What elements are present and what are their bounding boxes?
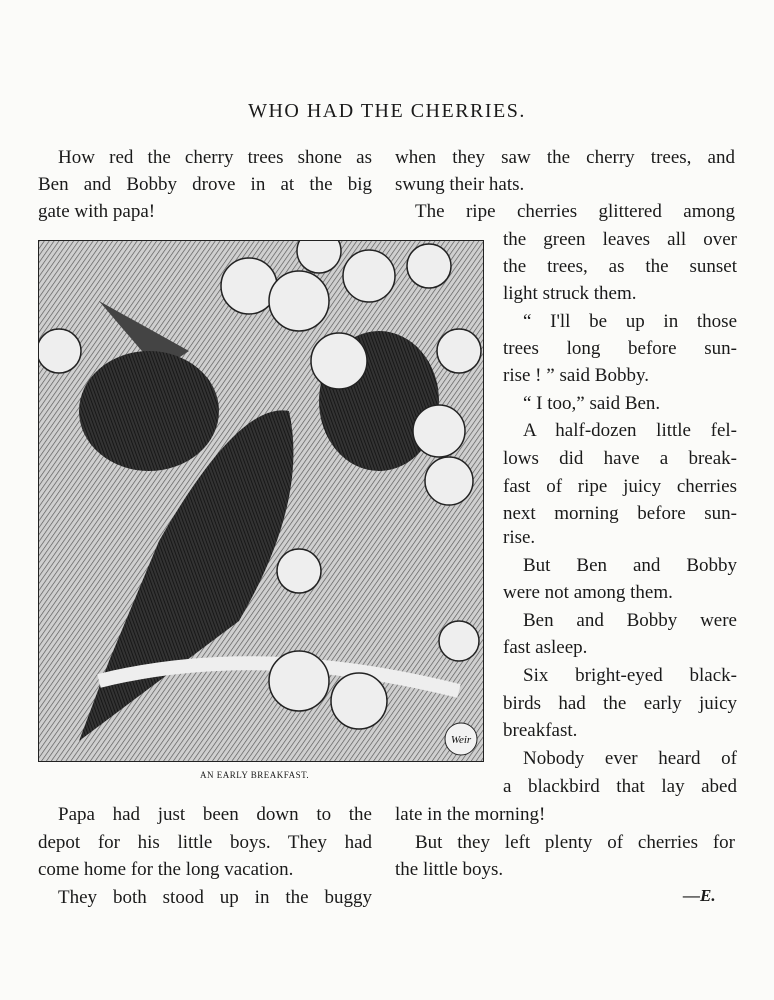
text-line: But Ben and Bobby — [523, 555, 737, 576]
text-line: Papa had just been down to the — [58, 804, 372, 825]
text-line: when they saw the cherry trees, and — [395, 147, 735, 168]
text-line: late in the morning! — [395, 804, 546, 825]
text-line: lows did have a break- — [503, 448, 737, 469]
text-line: the little boys. — [395, 859, 504, 880]
text-line: the trees, as the sunset — [503, 256, 737, 277]
text-line: Nobody ever heard of — [523, 748, 737, 769]
text-line: rise. — [503, 527, 536, 548]
text-line: “ I'll be up in those — [523, 311, 737, 332]
text-line: the green leaves all over — [503, 229, 737, 250]
text-line: How red the cherry trees shone as — [58, 147, 372, 168]
text-line: come home for the long vacation. — [38, 859, 294, 880]
blackbird-left — [79, 351, 219, 471]
illustration-blackbirds-cherries — [38, 240, 484, 762]
page-title: WHO HAD THE CHERRIES. — [248, 100, 526, 122]
text-line: a blackbird that lay abed — [503, 776, 737, 797]
illustration-caption: AN EARLY BREAKFAST. — [200, 770, 310, 780]
text-line: A half-dozen little fel- — [523, 420, 737, 441]
text-line: Six bright-eyed black- — [523, 665, 737, 686]
text-line: gate with papa! — [38, 201, 156, 222]
engraving-image — [39, 241, 483, 761]
text-line: breakfast. — [503, 720, 578, 741]
artist-signature: Weir — [450, 734, 472, 746]
text-line: But they left plenty of cherries for — [415, 832, 735, 853]
text-line: depot for his little boys. They had — [38, 832, 372, 853]
text-line: light struck them. — [503, 283, 637, 304]
text-line: “ I too,” said Ben. — [523, 393, 661, 414]
text-line: swung their hats. — [395, 174, 525, 195]
text-line: Ben and Bobby were — [523, 610, 737, 631]
text-line: fast of ripe juicy cherries — [503, 476, 737, 497]
text-line: rise ! ” said Bobby. — [503, 365, 649, 386]
text-line: next morning before sun- — [503, 503, 737, 524]
text-line: They both stood up in the buggy — [58, 887, 372, 908]
text-line: The ripe cherries glittered among — [415, 201, 735, 222]
text-line: Ben and Bobby drove in at the big — [38, 174, 372, 195]
text-line: fast asleep. — [503, 637, 588, 658]
text-line: birds had the early juicy — [503, 693, 737, 714]
text-line: were not among them. — [503, 582, 673, 603]
text-line: trees long before sun- — [503, 338, 737, 359]
author-signature: —E. — [683, 886, 716, 905]
